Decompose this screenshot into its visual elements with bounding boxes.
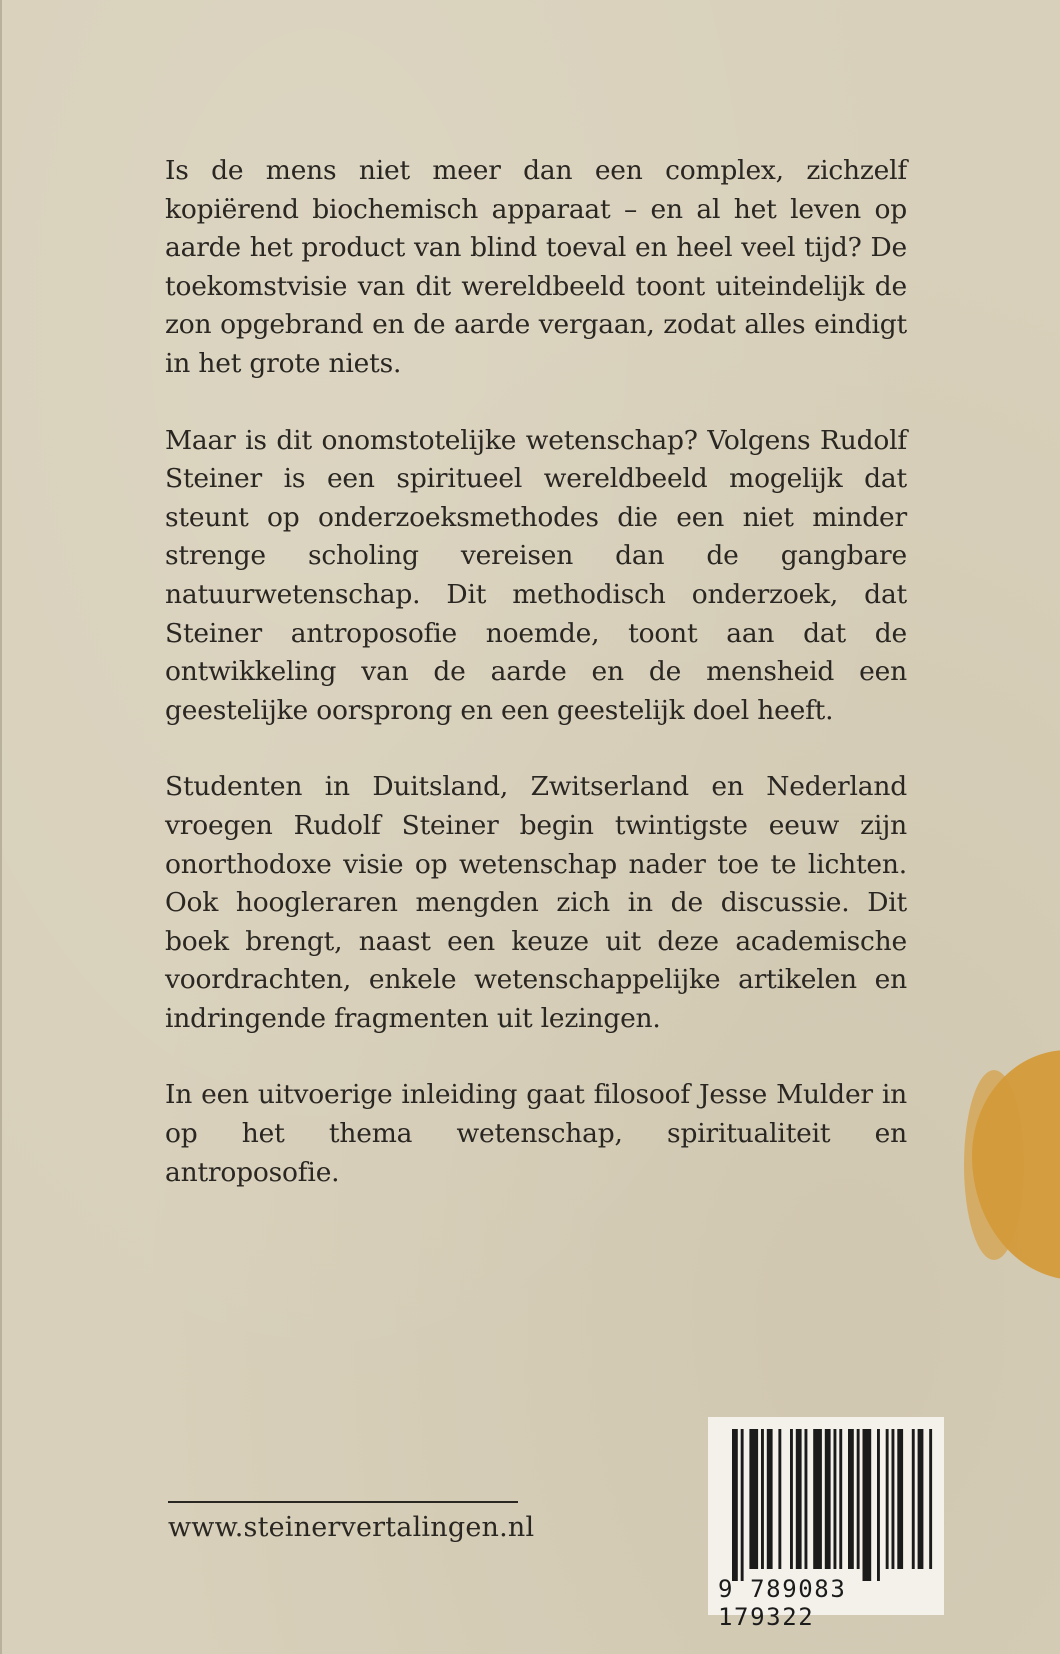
isbn-number: 9 789083 179322 xyxy=(718,1575,847,1631)
barcode-bar xyxy=(877,1429,880,1581)
barcode-bar xyxy=(857,1429,860,1569)
barcode-bar xyxy=(732,1429,738,1581)
isbn-barcode xyxy=(708,1417,944,1631)
barcode-bar xyxy=(929,1429,932,1569)
barcode-bar xyxy=(796,1429,802,1569)
publisher-website: www.steinervertalingen.nl xyxy=(168,1512,535,1543)
barcode-bar xyxy=(848,1429,854,1569)
barcode-bar xyxy=(741,1429,744,1581)
barcode-bar xyxy=(805,1429,808,1569)
blurb-paragraph-3: Studenten in Duitsland, Zwitserland en Nederland vroegen Rudolf Steiner begin twintigste eeuw zijn onorthodoxe visie op wetenschap nader toe te lichten. Ook hoogleraren mengden zich in de discussie. Dit boek brengt, naast een keuze uit deze academische voordrachten, enkele wetenschappelijke artikelen en indringende fragmenten uit lezingen. xyxy=(165,771,907,1034)
divider-line xyxy=(168,1501,518,1503)
barcode-bar xyxy=(767,1429,773,1569)
barcode-bar xyxy=(892,1429,895,1569)
barcode-bar xyxy=(834,1429,837,1569)
barcode-bar xyxy=(778,1429,781,1569)
barcode-bar xyxy=(839,1429,842,1569)
blurb-text xyxy=(165,152,907,1230)
barcode-bar xyxy=(897,1429,903,1569)
blurb-paragraph-2: Maar is dit onomstotelijke wetenschap? Volgens Rudolf Steiner is een spiritueel wereldbeeld mogelijk dat steunt op onderzoeksmethodes die een niet minder strenge scholing vereisen dan de gangbare natuurwetenschap. Dit methodisch onderzoek, dat Steiner antroposofie noemde, toont aan dat de ontwikkeling van de aarde en de mensheid een geestelijke oorsprong en een geestelijk doel heeft. xyxy=(165,424,907,726)
blurb-paragraph-1: Is de mens niet meer dan een complex, zichzelf kopiërend biochemisch apparaat – en al het leven op aarde het product van blind toeval en heel veel tijd? De toekomstvisie van dit wereldbeeld toont uiteindelijk de zon opgebrand en de aarde vergaan, zodat alles eindigt in het grote niets. xyxy=(165,155,907,379)
barcode-bar xyxy=(825,1429,831,1569)
barcode-bar xyxy=(912,1429,915,1569)
barcode-bar xyxy=(863,1429,872,1581)
barcode-bar xyxy=(749,1429,758,1569)
barcode-bar xyxy=(790,1429,793,1569)
barcode-bar xyxy=(813,1429,822,1569)
blurb-paragraph-4: In een uitvoerige inleiding gaat filosoof Jesse Mulder in op het thema wetenschap, spiritualiteit en antroposofie. xyxy=(165,1079,907,1188)
barcode-bar xyxy=(761,1429,764,1569)
barcode-bar xyxy=(918,1429,924,1569)
barcode-bar xyxy=(886,1429,889,1569)
